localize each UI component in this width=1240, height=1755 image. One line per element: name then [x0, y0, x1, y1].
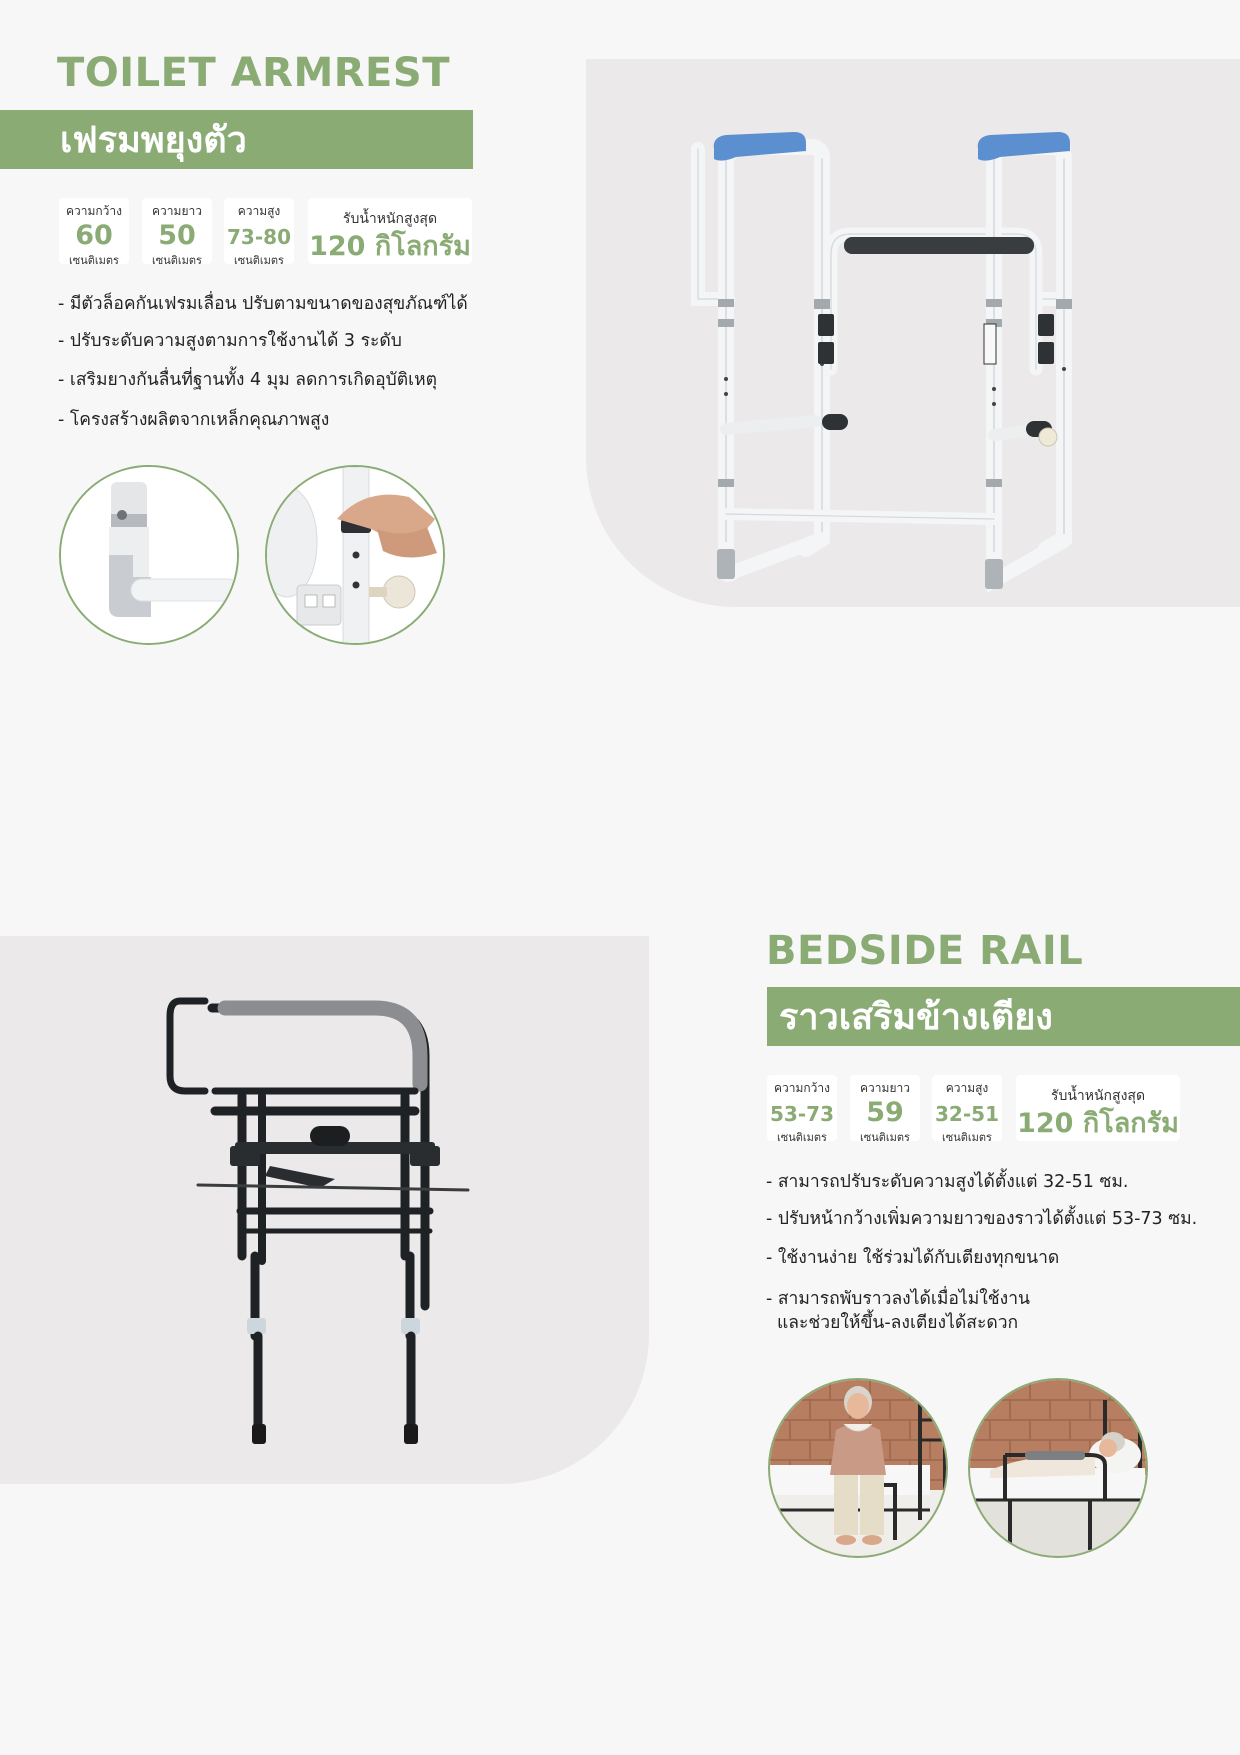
toilet-detail-base-photo: [59, 465, 239, 645]
spec-unit: เซนติเมตร: [152, 254, 202, 267]
spec-value: 32-51: [935, 1102, 999, 1126]
bedside-feature: - ใช้งานง่าย ใช้ร่วมได้กับเตียงทุกขนาด: [766, 1248, 1060, 1268]
toilet-armrest-frame: [698, 132, 1072, 589]
bedside-spec-height: [932, 1075, 1002, 1144]
bedside-title-en: BEDSIDE RAIL: [766, 928, 1084, 974]
toilet-spec-height: [224, 198, 294, 267]
toilet-armrest-product-image: [586, 59, 1240, 607]
spec-value: 53-73: [770, 1102, 834, 1126]
spec-unit: เซนติเมตร: [69, 254, 119, 267]
toilet-feature: - ปรับระดับความสูงตามการใช้งานได้ 3 ระดับ: [58, 331, 402, 351]
spec-label: ความยาว: [152, 204, 202, 218]
spec-value: 59: [866, 1097, 904, 1128]
bedside-title-th-banner: [767, 987, 1240, 1046]
bedside-feature: และช่วยให้ขึ้น-ลงเตียงได้สะดวก: [777, 1313, 1019, 1333]
bedside-spec-length: [850, 1075, 920, 1144]
spec-unit: เซนติเมตร: [234, 254, 284, 267]
spec-label: ความสูง: [237, 204, 281, 218]
spec-value: 50: [158, 220, 196, 251]
toilet-spec-length: [142, 198, 212, 267]
bedside-rail-frame: [170, 1001, 468, 1444]
bedside-spec-width: [767, 1075, 837, 1144]
spec-label: ความยาว: [860, 1081, 910, 1095]
bedside-lifestyle-lying-photo: [968, 1378, 1148, 1558]
bedside-title-th: ราวเสริมข้างเตียง: [779, 997, 1053, 1038]
spec-label: ความสูง: [945, 1081, 989, 1095]
bedside-rail-product-image: [0, 936, 649, 1484]
spec-label: รับน้ำหนักสูงสุด: [342, 211, 438, 227]
spec-unit: เซนติเมตร: [777, 1131, 827, 1144]
toilet-detail-adjust-photo: [265, 465, 445, 645]
bedside-feature: - ปรับหน้ากว้างเพิ่มความยาวของราวได้ตั้งแต่ 53-73 ซม.: [766, 1209, 1198, 1229]
spec-label: รับน้ำหนักสูงสุด: [1050, 1088, 1146, 1104]
spec-label: ความกว้าง: [65, 204, 122, 218]
toilet-title-th-banner: [0, 110, 473, 169]
toilet-title-th: เฟรมพยุงตัว: [60, 120, 247, 161]
toilet-spec-width: [59, 198, 129, 267]
toilet-title-en: TOILET ARMREST: [57, 50, 450, 96]
bedside-spec-weight: [1016, 1075, 1180, 1141]
spec-value: 73-80: [227, 225, 291, 249]
bedside-feature: - สามารถพับราวลงได้เมื่อไม่ใช้งาน: [766, 1289, 1030, 1309]
spec-unit: เซนติเมตร: [942, 1131, 992, 1144]
toilet-feature: - มีตัวล็อคกันเฟรมเลื่อน ปรับตามขนาดของสุขภัณฑ์ได้: [58, 294, 468, 314]
bedside-lifestyle-sitting-photo: [768, 1378, 948, 1558]
spec-unit: เซนติเมตร: [860, 1131, 910, 1144]
bedside-feature: - สามารถปรับระดับความสูงได้ตั้งแต่ 32-51 ซม.: [766, 1172, 1129, 1192]
spec-value: 120 กิโลกรัม: [309, 231, 471, 262]
toilet-feature: - โครงสร้างผลิตจากเหล็กคุณภาพสูง: [58, 410, 330, 430]
spec-value: 120 กิโลกรัม: [1017, 1108, 1179, 1139]
spec-value: 60: [75, 220, 113, 251]
toilet-feature: - เสริมยางกันลื่นที่ฐานทั้ง 4 มุม ลดการเกิดอุบัติเหตุ: [58, 370, 438, 390]
spec-label: ความกว้าง: [773, 1081, 830, 1095]
toilet-spec-weight: [308, 198, 472, 264]
